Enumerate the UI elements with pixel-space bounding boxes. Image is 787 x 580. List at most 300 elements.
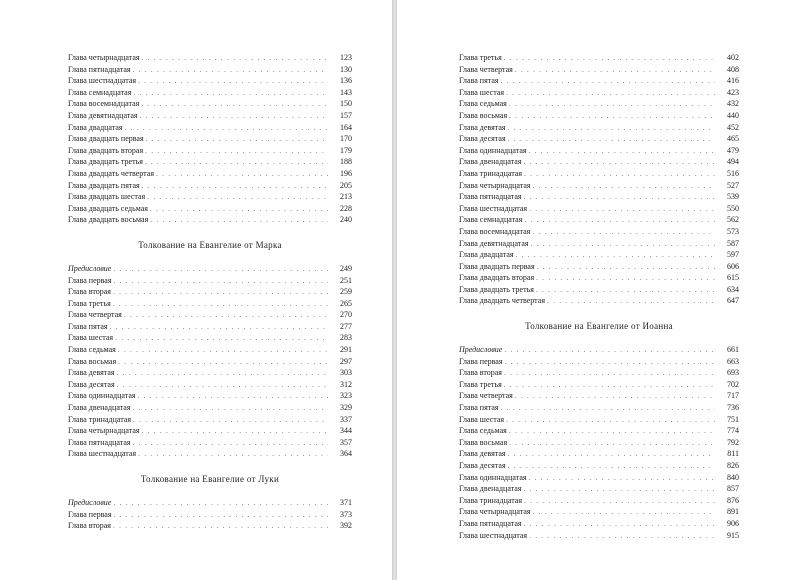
toc-entry: [68, 214, 352, 226]
toc-entry-page-number: 736: [727, 403, 739, 413]
dot-leader: [138, 76, 328, 88]
dot-leader: [506, 415, 715, 427]
toc-entry-title: Глава четырнадцатая: [68, 53, 140, 62]
toc-entry-title: Глава шестнадцатая: [459, 530, 528, 540]
toc-entry-page-number: 373: [340, 509, 352, 519]
toc-entry-page-number: 906: [727, 518, 739, 528]
dot-leader: [533, 181, 715, 193]
dot-leader: [504, 345, 715, 357]
toc-section-luke-cont: [459, 52, 739, 307]
toc-entry: [459, 390, 739, 402]
toc-entry-title: Глава девятая: [68, 368, 115, 378]
dot-leader: [113, 299, 328, 311]
dot-leader: [113, 521, 328, 533]
toc-entry-page-number: 774: [727, 426, 739, 436]
toc-entry-page-number: 143: [340, 87, 352, 97]
toc-entry-page-number: 516: [727, 168, 739, 178]
toc-entry-page-number: 259: [340, 287, 352, 297]
dot-leader: [125, 123, 328, 135]
dot-leader: [114, 510, 328, 522]
toc-entry-page-number: 283: [340, 333, 352, 343]
dot-leader: [516, 250, 715, 262]
toc-entry-page-number: 615: [727, 273, 739, 283]
dot-leader: [536, 285, 715, 297]
toc-entry-page-number: 123: [340, 53, 352, 62]
toc-entry-page-number: 188: [340, 157, 352, 167]
dot-leader: [124, 310, 328, 322]
toc-entry-page-number: 661: [727, 345, 739, 355]
dot-leader: [142, 426, 328, 438]
toc-entry-title: Глава двадцать четвертая: [68, 168, 154, 178]
toc-entry-page-number: 465: [727, 134, 739, 144]
dot-leader: [145, 157, 328, 169]
toc-entry-title: Глава вторая: [68, 287, 111, 297]
dot-leader: [142, 181, 328, 193]
toc-entry: [459, 122, 739, 134]
toc-entry-title: Глава двадцатая: [459, 250, 514, 260]
toc-entry-page-number: 573: [727, 226, 739, 236]
toc-section-john: [459, 344, 739, 541]
dot-leader: [529, 473, 715, 485]
dot-leader: [118, 357, 328, 369]
toc-entry: [68, 344, 352, 356]
toc-entry-title: Глава восемнадцатая: [459, 226, 531, 236]
toc-entry-page-number: 240: [340, 215, 352, 225]
toc-entry-page-number: 297: [340, 356, 352, 366]
dot-leader: [524, 169, 715, 181]
toc-entry-page-number: 857: [727, 484, 739, 494]
toc-entry-title: Глава вторая: [459, 368, 502, 378]
section-heading-john: Толкование на Евангелие от Иоанна: [525, 321, 673, 332]
left-toc-column: [68, 52, 352, 532]
dot-leader: [113, 264, 328, 276]
toc-entry-title: Глава третья: [68, 298, 111, 308]
dot-leader: [501, 403, 715, 415]
toc-section-mark: [68, 263, 352, 460]
toc-entry: [459, 472, 739, 484]
dot-leader: [115, 333, 328, 345]
toc-entry-title: Глава седьмая: [68, 345, 116, 355]
toc-entry-title: Глава восьмая: [459, 437, 508, 447]
dot-leader: [150, 215, 328, 227]
toc-entry-title: Глава первая: [68, 275, 112, 285]
toc-entry-title: Глава пятнадцатая: [68, 64, 131, 74]
toc-entry-page-number: 337: [340, 414, 352, 424]
toc-section-matthew-tail: [68, 52, 352, 226]
toc-entry-page-number: 792: [727, 437, 739, 447]
toc-entry-page-number: 915: [727, 530, 739, 540]
toc-entry: [68, 275, 352, 287]
toc-entry-page-number: 440: [727, 110, 739, 120]
toc-entry-title: Глава двадцать третья: [459, 284, 534, 294]
toc-entry: [68, 52, 352, 64]
toc-entry-title: Глава шестнадцатая: [68, 449, 137, 459]
toc-entry-page-number: 205: [340, 180, 352, 190]
right-toc-column: [459, 52, 739, 541]
toc-entry: [459, 203, 739, 215]
toc-entry: [459, 437, 739, 449]
toc-entry: [68, 168, 352, 180]
toc-entry-title: Глава четвертая: [459, 391, 513, 401]
toc-entry-page-number: 634: [727, 284, 739, 294]
toc-entry: [459, 460, 739, 472]
toc-entry-page-number: 312: [340, 379, 352, 389]
toc-entry-page-number: 452: [727, 122, 739, 132]
toc-entry-page-number: 494: [727, 157, 739, 167]
dot-leader: [147, 192, 328, 204]
toc-entry-title: Глава десятая: [459, 461, 506, 470]
toc-entry: [459, 133, 739, 145]
toc-entry-page-number: 408: [727, 64, 739, 74]
toc-entry: [459, 87, 739, 99]
toc-entry-title: Глава девятнадцатая: [68, 110, 138, 120]
toc-entry: [68, 309, 352, 321]
dot-leader: [504, 53, 715, 65]
dot-leader: [524, 519, 715, 531]
toc-entry-title: Глава третья: [459, 379, 502, 389]
toc-entry-title: Глава двадцатая: [68, 122, 123, 132]
toc-entry-page-number: 157: [340, 110, 352, 120]
toc-entry: [459, 425, 739, 437]
toc-entry-page-number: 562: [727, 215, 739, 225]
toc-entry-title: Глава восемнадцатая: [68, 99, 140, 109]
toc-entry: [68, 437, 352, 449]
toc-entry-title: Глава двенадцатая: [459, 157, 522, 167]
toc-entry: [459, 272, 739, 284]
toc-entry: [68, 75, 352, 87]
toc-entry: [459, 226, 739, 238]
dot-leader: [509, 426, 715, 438]
toc-entry-title: Глава вторая: [68, 521, 111, 531]
toc-entry-page-number: 344: [340, 426, 352, 436]
toc-entry-page-number: 392: [340, 521, 352, 531]
toc-entry: [68, 87, 352, 99]
toc-entry-title: Глава девятая: [459, 122, 506, 132]
toc-entry: [68, 509, 352, 521]
toc-entry-title: Предисловие: [68, 498, 112, 507]
toc-entry-title: Глава двадцать седьмая: [68, 203, 148, 213]
toc-entry: [68, 263, 352, 275]
toc-entry-title: Глава одиннадцатая: [68, 391, 136, 401]
dot-leader: [110, 322, 328, 334]
toc-entry-title: Глава одиннадцатая: [459, 472, 527, 482]
dot-leader: [145, 146, 328, 158]
dot-leader: [504, 368, 715, 380]
toc-entry-page-number: 402: [727, 53, 739, 62]
toc-entry-page-number: 291: [340, 345, 352, 355]
dot-leader: [508, 461, 715, 473]
dot-leader: [509, 438, 715, 450]
toc-entry: [68, 321, 352, 333]
toc-entry-title: Глава пятая: [459, 76, 499, 86]
toc-entry-title: Глава девятая: [459, 449, 506, 459]
toc-entry: [68, 64, 352, 76]
toc-entry-title: Глава пятнадцатая: [459, 192, 522, 202]
toc-entry-title: Предисловие: [459, 345, 503, 355]
dot-leader: [117, 380, 328, 392]
toc-entry: [459, 483, 739, 495]
toc-entry: [459, 64, 739, 76]
toc-entry-title: Глава тринадцатая: [68, 414, 132, 424]
dot-leader: [524, 484, 716, 496]
toc-entry-page-number: 891: [727, 507, 739, 517]
section-heading-mark: Толкование на Евангелие от Марка: [138, 239, 282, 250]
toc-entry-page-number: 329: [340, 403, 352, 413]
dot-leader: [509, 99, 715, 111]
toc-entry: [459, 495, 739, 507]
toc-entry-title: Глава четырнадцатая: [459, 507, 531, 517]
toc-entry-title: Глава четырнадцатая: [68, 426, 140, 436]
toc-entry-page-number: 323: [340, 391, 352, 401]
toc-entry-title: Глава первая: [459, 356, 503, 366]
toc-entry-page-number: 150: [340, 99, 352, 109]
toc-entry: [459, 180, 739, 192]
toc-entry: [68, 191, 352, 203]
dot-leader: [533, 507, 715, 519]
toc-entry-title: Глава одиннадцатая: [459, 145, 527, 155]
toc-entry: [459, 344, 739, 356]
dot-leader: [113, 287, 328, 299]
dot-leader: [529, 204, 715, 216]
toc-entry-title: Глава шестнадцатая: [68, 76, 137, 86]
dot-leader: [537, 262, 715, 274]
toc-entry: [459, 261, 739, 273]
toc-entry-page-number: 136: [340, 76, 352, 86]
toc-entry-page-number: 550: [727, 203, 739, 213]
toc-entry: [68, 414, 352, 426]
toc-entry-page-number: 179: [340, 145, 352, 155]
toc-entry: [68, 286, 352, 298]
toc-entry-title: Глава двенадцатая: [68, 403, 131, 413]
toc-entry: [68, 122, 352, 134]
toc-entry-page-number: 587: [727, 238, 739, 248]
toc-entry-title: Глава двадцать вторая: [68, 145, 144, 155]
toc-entry-title: Глава двадцать первая: [68, 134, 144, 144]
dot-leader: [140, 111, 328, 123]
toc-entry-page-number: 270: [340, 310, 352, 320]
toc-entry: [68, 145, 352, 157]
toc-entry: [459, 52, 739, 64]
toc-entry-title: Глава двадцать третья: [68, 157, 143, 167]
dot-leader: [504, 380, 715, 392]
toc-entry-title: Глава двадцать восьмая: [68, 215, 149, 225]
toc-entry-title: Глава третья: [459, 53, 502, 62]
toc-entry: [68, 180, 352, 192]
toc-entry-title: Глава девятнадцатая: [459, 238, 529, 248]
toc-entry-page-number: 647: [727, 296, 739, 306]
dot-leader: [117, 368, 328, 380]
toc-entry: [459, 356, 739, 368]
toc-entry-title: Глава двадцать первая: [459, 261, 535, 271]
toc-entry: [68, 367, 352, 379]
toc-entry-page-number: 663: [727, 356, 739, 366]
toc-entry-title: Глава восьмая: [68, 356, 117, 366]
toc-entry: [459, 295, 739, 307]
dot-leader: [138, 391, 328, 403]
toc-entry-page-number: 364: [340, 449, 352, 459]
toc-entry-title: Глава шестая: [459, 414, 505, 424]
toc-section-luke: [68, 497, 352, 532]
toc-entry-page-number: 249: [340, 263, 352, 273]
toc-entry: [68, 356, 352, 368]
toc-entry-page-number: 357: [340, 437, 352, 447]
toc-entry: [459, 402, 739, 414]
toc-entry-page-number: 164: [340, 122, 352, 132]
toc-entry-title: Глава двадцать вторая: [459, 273, 535, 283]
dot-leader: [515, 65, 715, 77]
toc-entry-title: Глава восьмая: [459, 110, 508, 120]
toc-entry-page-number: 228: [340, 203, 352, 213]
toc-entry-page-number: 423: [727, 87, 739, 97]
toc-entry-page-number: 717: [727, 391, 739, 401]
toc-entry: [68, 156, 352, 168]
toc-entry-title: Предисловие: [68, 263, 112, 273]
toc-entry-page-number: 416: [727, 76, 739, 86]
toc-entry: [459, 530, 739, 542]
toc-entry: [68, 497, 352, 509]
toc-entry-page-number: 432: [727, 99, 739, 109]
toc-entry: [68, 402, 352, 414]
toc-entry-title: Глава шестая: [68, 333, 114, 343]
dot-leader: [515, 391, 715, 403]
toc-entry-page-number: 527: [727, 180, 739, 190]
dot-leader: [508, 134, 715, 146]
toc-entry-page-number: 303: [340, 368, 352, 378]
toc-entry: [459, 367, 739, 379]
dot-leader: [150, 204, 328, 216]
dot-leader: [138, 449, 328, 461]
dot-leader: [531, 239, 715, 251]
dot-leader: [524, 157, 716, 169]
toc-entry-title: Глава десятая: [459, 134, 506, 144]
toc-entry-page-number: 840: [727, 472, 739, 482]
toc-entry-page-number: 811: [727, 449, 739, 459]
toc-entry-title: Глава седьмая: [459, 426, 507, 436]
dot-leader: [133, 438, 328, 450]
toc-entry: [68, 98, 352, 110]
toc-entry-title: Глава десятая: [68, 379, 115, 389]
toc-entry-title: Глава семнадцатая: [459, 215, 523, 225]
section-heading-luke: Толкование на Евангелие от Луки: [140, 474, 280, 484]
toc-entry: [459, 98, 739, 110]
toc-entry: [459, 168, 739, 180]
toc-entry: [459, 191, 739, 203]
toc-entry-page-number: 826: [727, 461, 739, 470]
toc-entry: [459, 110, 739, 122]
toc-entry-title: Глава двадцать шестая: [68, 192, 146, 202]
toc-entry: [68, 390, 352, 402]
toc-entry-page-number: 130: [340, 64, 352, 74]
toc-entry: [459, 214, 739, 226]
toc-entry: [459, 75, 739, 87]
toc-entry-title: Глава четырнадцатая: [459, 180, 531, 190]
toc-entry: [459, 284, 739, 296]
toc-entry-title: Глава семнадцатая: [68, 87, 132, 97]
dot-leader: [547, 296, 715, 308]
dot-leader: [156, 169, 328, 181]
toc-entry-page-number: 479: [727, 145, 739, 155]
toc-entry-title: Глава двенадцатая: [459, 484, 522, 494]
toc-entry-page-number: 693: [727, 368, 739, 378]
toc-entry-title: Глава двадцать четвертая: [459, 296, 545, 306]
toc-entry-page-number: 876: [727, 495, 739, 505]
toc-entry-title: Глава шестнадцатая: [459, 203, 528, 213]
toc-entry-page-number: 702: [727, 379, 739, 389]
toc-entry: [459, 156, 739, 168]
toc-entry-title: Глава первая: [68, 509, 112, 519]
toc-entry: [68, 425, 352, 437]
dot-leader: [114, 276, 328, 288]
toc-entry: [68, 298, 352, 310]
toc-entry-page-number: 606: [727, 261, 739, 271]
toc-entry-title: Глава пятнадцатая: [459, 518, 522, 528]
dot-leader: [509, 111, 715, 123]
toc-entry-page-number: 277: [340, 321, 352, 331]
dot-leader: [529, 146, 715, 158]
dot-leader: [536, 273, 715, 285]
toc-entry: [68, 332, 352, 344]
toc-entry: [68, 520, 352, 532]
dot-leader: [508, 449, 715, 461]
toc-entry-page-number: 265: [340, 298, 352, 308]
toc-entry-title: Глава шестая: [459, 87, 505, 97]
dot-leader: [133, 88, 328, 100]
toc-entry: [68, 379, 352, 391]
toc-entry: [68, 133, 352, 145]
toc-entry: [459, 379, 739, 391]
dot-leader: [524, 215, 715, 227]
toc-entry: [68, 110, 352, 122]
right-page: [397, 0, 787, 580]
dot-leader: [508, 123, 715, 135]
dot-leader: [141, 99, 328, 111]
dot-leader: [505, 357, 715, 369]
dot-leader: [501, 76, 715, 88]
toc-entry-title: Глава четвертая: [68, 310, 122, 320]
dot-leader: [113, 498, 328, 510]
toc-entry-title: Глава тринадцатая: [459, 495, 523, 505]
dot-leader: [146, 134, 328, 146]
toc-entry: [68, 203, 352, 215]
toc-entry-page-number: 751: [727, 414, 739, 424]
toc-entry: [459, 145, 739, 157]
dot-leader: [133, 415, 328, 427]
toc-entry-title: Глава двадцать пятая: [68, 180, 140, 190]
toc-entry-page-number: 597: [727, 250, 739, 260]
toc-entry: [459, 518, 739, 530]
dot-leader: [133, 403, 329, 415]
toc-entry-page-number: 539: [727, 192, 739, 202]
toc-entry: [459, 506, 739, 518]
dot-leader: [118, 345, 328, 357]
dot-leader: [524, 496, 715, 508]
toc-entry-title: Глава тринадцатая: [459, 168, 523, 178]
toc-entry-page-number: 251: [340, 275, 352, 285]
toc-entry-title: Глава пятая: [459, 403, 499, 413]
toc-entry-page-number: 213: [340, 192, 352, 202]
toc-entry-page-number: 196: [340, 168, 352, 178]
dot-leader: [529, 531, 715, 543]
toc-entry-page-number: 371: [340, 498, 352, 507]
toc-entry: [459, 249, 739, 261]
dot-leader: [133, 65, 328, 77]
dot-leader: [532, 227, 715, 239]
toc-entry: [68, 448, 352, 460]
dot-leader: [142, 53, 328, 65]
toc-entry-title: Глава четвертая: [459, 64, 513, 74]
toc-entry-title: Глава пятнадцатая: [68, 437, 131, 447]
toc-entry: [459, 238, 739, 250]
